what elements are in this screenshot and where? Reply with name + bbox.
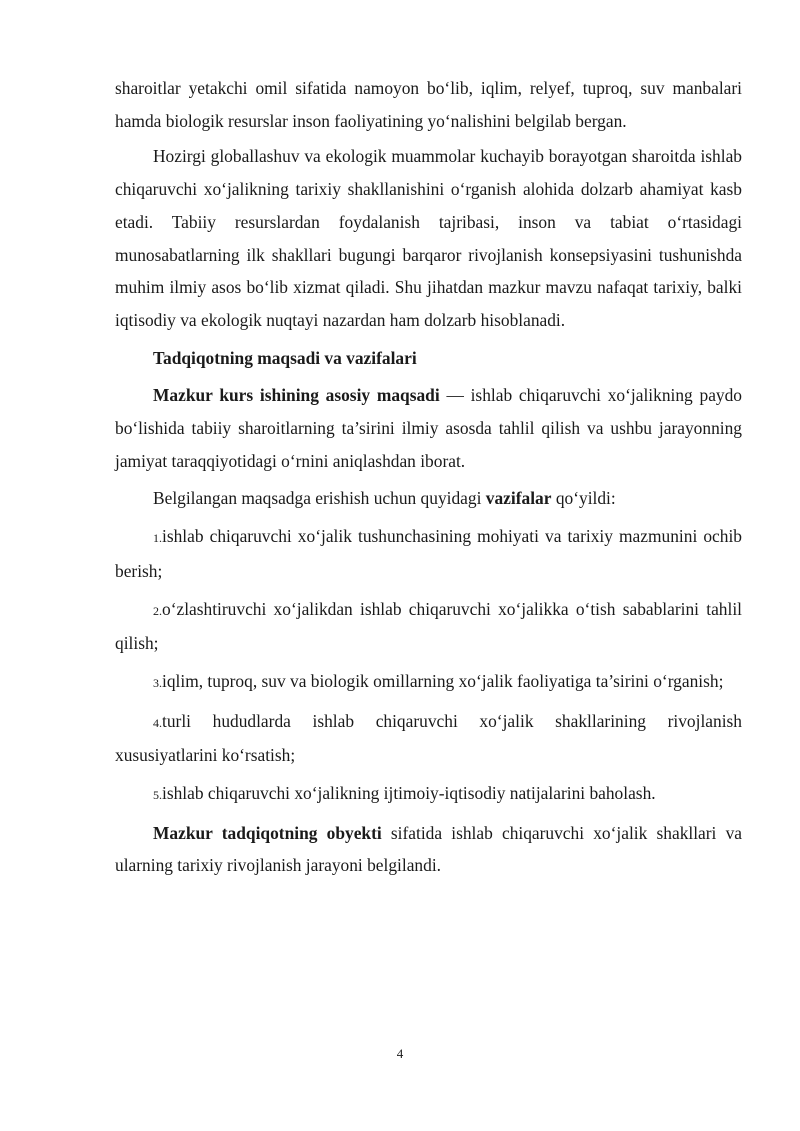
tasks-intro-end: qo‘yildi: — [551, 488, 616, 509]
list-item-number: 4. — [153, 715, 162, 730]
paragraph-relevance: Hozirgi globallashuv va ekologik muammolar kuchayib borayotgan sharoitda ishlab chiqaruvchi xo‘jalikning tarixiy shakllanishini o‘rganish alohida dolzarb ahamiyat kasb etadi. Tabiiy resurslardan foydalanish tajribasi, inson va tabiat o‘rtasidagi munosabatlarning ilk shakllari bugungi barqaror rivojlanish konsepsiyasini tushunishda muhim ilmiy asos bo‘lib xizmat qiladi. Shu jihatdan mazkur mavzu nafaqat tarixiy, balki iqtisodiy va ekologik nuqtayi nazardan ham dolzarb hisoblanadi. — [115, 146, 742, 330]
list-item-text: turli hududlarda ishlab chiqaruvchi xo‘jalik shakllarining rivojlanish xususiyatlarini ko‘rsatish; — [115, 710, 742, 766]
page-number: 4 — [396, 1046, 404, 1061]
tasks-keyword: vazifalar — [485, 488, 552, 509]
list-item-text: ishlab chiqaruvchi xo‘jalikning ijtimoiy-iqtisodiy natijalarini baholash. — [162, 783, 656, 804]
list-item-number: 5. — [153, 788, 162, 803]
list-item — [115, 520, 742, 587]
tasks-intro-start: Belgilangan maqsadga erishish uchun quyidagi — [153, 488, 486, 509]
list-item-text: o‘zlashtiruvchi xo‘jalikdan ishlab chiqaruvchi xo‘jalikka o‘tish sabablarini tahlil qilish; — [115, 598, 742, 654]
list-item — [115, 705, 742, 772]
paragraph-intro-continuation: sharoitlar yetakchi omil sifatida namoyon bo‘lib, iqlim, relyef, tuproq, suv manbalari hamda biologik resurslar inson faoliyatining yo‘nalishini belgilab bergan. — [115, 78, 742, 131]
list-item — [115, 665, 742, 700]
list-item-text: ishlab chiqaruvchi xo‘jalik tushunchasining mohiyati va tarixiy mazmunini ochib berish; — [115, 526, 742, 581]
document-body — [115, 72, 742, 882]
paragraph-tasks-intro — [115, 482, 742, 515]
list-item-number: 2. — [153, 603, 162, 618]
list-item — [115, 593, 742, 660]
list-item-number: 3. — [153, 675, 162, 690]
list-item-number: 1. — [153, 531, 162, 546]
section-heading: Tadqiqotning maqsadi va vazifalari — [153, 347, 417, 368]
list-item-text: iqlim, tuproq, suv va biologik omillarning xo‘jalik faoliyatiga ta’sirini o‘rganish; — [162, 670, 724, 691]
goal-label: Mazkur kurs ishining asosiy maqsadi — [153, 385, 440, 406]
object-label: Mazkur tadqiqotning obyekti — [153, 822, 382, 843]
paragraph-object — [115, 817, 742, 882]
paragraph-goal — [115, 379, 742, 477]
object-text: sifatida ishlab chiqaruvchi xo‘jalik shakllari va ularning tarixiy rivojlanish jarayoni belgilandi. — [115, 822, 742, 876]
list-item — [115, 777, 742, 812]
goal-text: — ishlab chiqaruvchi xo‘jalikning paydo bo‘lishida tabiiy sharoitlarning ta’sirini ilmiy asosda tahlil qilish va ushbu jarayonning jamiyat taraqqiyotidagi o‘rnini aniqlashdan iborat. — [115, 385, 743, 471]
